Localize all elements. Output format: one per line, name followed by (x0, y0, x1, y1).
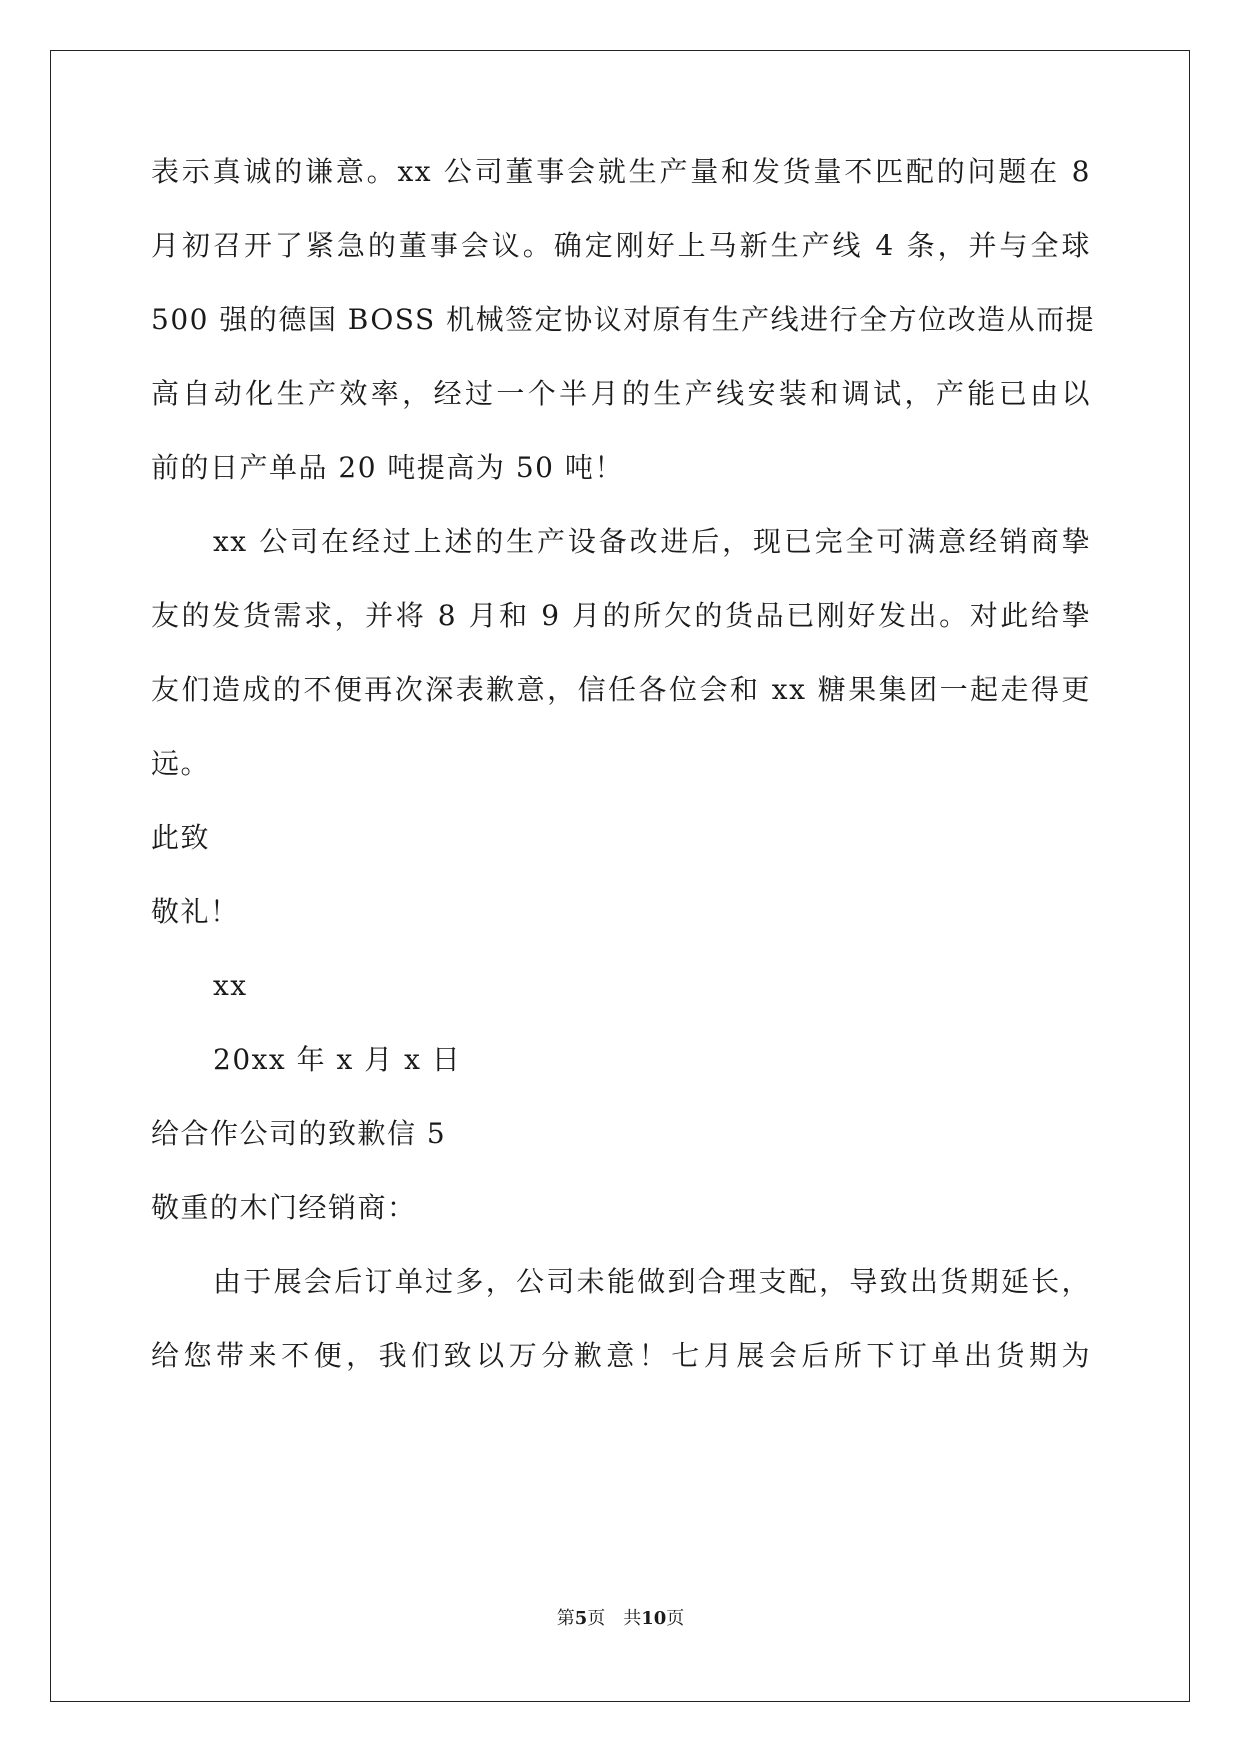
total-page-number: 10 (641, 1608, 667, 1629)
footer-middle: 页 共 (587, 1608, 642, 1629)
page-footer (0, 1607, 1241, 1631)
paragraph-line: 高自动化生产效率，经过一个半月的生产线安装和调试，产能已由以 (151, 377, 1091, 410)
section-title: 给合作公司的致歉信 5 (151, 1117, 447, 1150)
footer-suffix: 页 (666, 1608, 685, 1629)
closing-line: 此致 (151, 821, 211, 854)
paragraph-line: 表示真诚的谦意。xx 公司董事会就生产量和发货量不匹配的问题在 8 (151, 155, 1091, 188)
paragraph-line: 远。 (151, 747, 211, 780)
current-page-number: 5 (574, 1608, 588, 1629)
date-line: 20xx 年 x 月 x 日 (213, 1043, 462, 1076)
page-border (50, 50, 1190, 1702)
closing-line: 敬礼！ (151, 895, 240, 928)
paragraph-line: 给您带来不便，我们致以万分歉意！七月展会后所下订单出货期为 (151, 1339, 1091, 1372)
paragraph-line: 友们造成的不便再次深表歉意，信任各位会和 xx 糖果集团一起走得更 (151, 673, 1091, 706)
paragraph-line: 前的日产单品 20 吨提高为 50 吨！ (151, 451, 624, 484)
salutation: 敬重的木门经销商： (151, 1191, 417, 1224)
footer-prefix: 第 (556, 1608, 575, 1629)
paragraph-line: 500 强的德国 BOSS 机械签定协议对原有生产线进行全方位改造从而提 (151, 303, 1096, 336)
signature: xx (213, 969, 248, 1002)
paragraph-line: xx 公司在经过上述的生产设备改进后，现已完全可满意经销商挚 (213, 525, 1091, 558)
paragraph-line: 月初召开了紧急的董事会议。确定刚好上马新生产线 4 条，并与全球 (151, 229, 1091, 262)
paragraph-line: 由于展会后订单过多，公司未能做到合理支配，导致出货期延长， (213, 1265, 1091, 1298)
paragraph-line: 友的发货需求，并将 8 月和 9 月的所欠的货品已刚好发出。对此给挚 (151, 599, 1091, 632)
